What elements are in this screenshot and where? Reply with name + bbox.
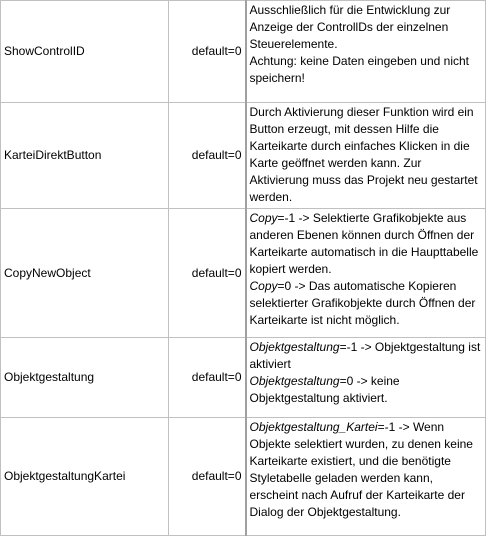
table-row [1,103,486,209]
default-value-cell: default=0 [169,418,246,536]
description-paragraph [250,104,483,206]
parameter-name-text: Copy [249,211,278,225]
table-row [1,418,486,536]
setting-name-cell: Objektgestaltung [1,338,169,418]
parameter-name-text: Copy [249,279,278,293]
description-text: =0 -> Das automatische Kopieren selektierter Grafikobjekte durch Öffnen der Karteikarte ist nicht möglich. [249,279,476,327]
description-paragraph [250,210,483,278]
table-row [1,209,486,338]
table-row [1,338,486,418]
description-paragraph [250,53,483,87]
description-text: Durch Aktivierung dieser Funktion wird ein Button erzeugt, mit dessen Hilfe die Karteikarte durch einfaches Klicken in die Karte geöffnet werden kann. Zur Aktivierung muss das Projekt neu gestartet werden. [249,105,478,204]
setting-name-cell: ShowControlID [1,1,169,103]
description-paragraph [250,339,483,373]
description-text: =-1 -> Objektgestaltung ist aktiviert [249,340,481,371]
description-paragraph [250,278,483,329]
description-paragraph [250,2,483,53]
table-row [1,1,486,103]
parameter-name-text: Objektgestaltung_Kartei [249,420,378,434]
setting-name-cell: KarteiDirektButton [1,103,169,209]
default-value-cell: default=0 [169,103,246,209]
default-value-cell: default=0 [169,1,246,103]
setting-name-cell: ObjektgestaltungKartei [1,418,169,536]
description-text: =0 -> keine Objektgestaltung aktiviert. [249,374,400,405]
description-cell [246,103,486,209]
description-text: =-1 -> Selektierte Grafikobjekte aus anderen Ebenen können durch Öffnen der Karteikarte automatisch in die Haupttabelle kopiert werden. [249,211,479,276]
parameter-name-text: Objektgestaltung [249,340,340,354]
default-value-cell: default=0 [169,209,246,338]
description-text: Ausschließlich für die Entwicklung zur Anzeige der ControllDs der einzelnen Steuerelemente. [249,3,451,51]
description-paragraph [250,373,483,407]
description-cell [246,418,486,536]
description-text: =-1 -> Wenn Objekte selektiert wurden, zu denen keine Karteikarte existiert, und die benötigte Styletabelle geladen werden kann, erscheint nach Aufruf der Karteikarte der Dialog der Objektgestaltung. [249,420,473,519]
description-paragraph [250,419,483,521]
default-value-cell: default=0 [169,338,246,418]
description-cell [246,338,486,418]
parameter-name-text: Objektgestaltung [249,374,340,388]
description-cell [246,1,486,103]
setting-name-cell: CopyNewObject [1,209,169,338]
description-text: Achtung: keine Daten eingeben und nicht speichern! [249,54,469,85]
description-cell [246,209,486,338]
